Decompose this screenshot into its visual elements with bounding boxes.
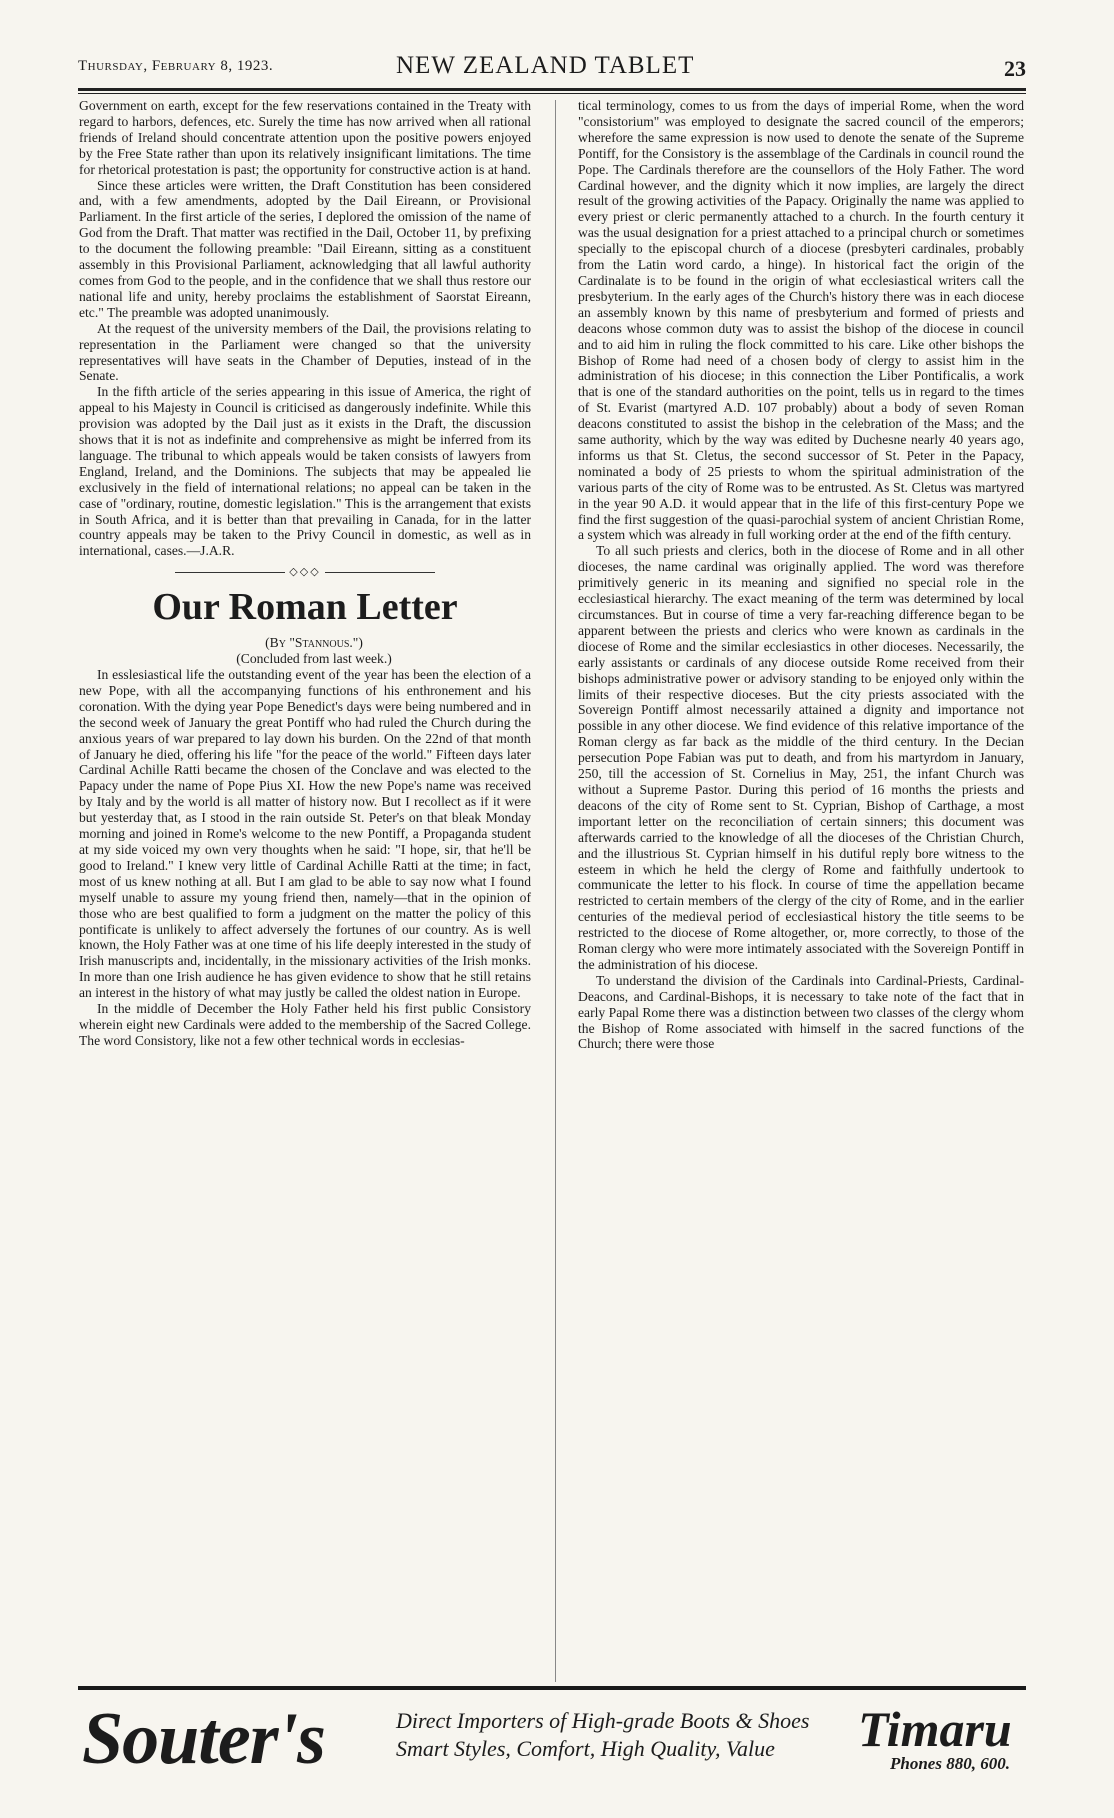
right-column bbox=[578, 98, 1024, 1052]
paragraph: In the middle of December the Holy Father held his first public Consistory wherein eight new Cardinals were added to the membership of the Sacred College. The word Consistory, like not a few other technical words in ecclesias- bbox=[79, 1001, 531, 1048]
page-number: 23 bbox=[1004, 56, 1026, 81]
paragraph: In esslesiastical life the outstanding event of the year has been the election of a new Pope, with all the accompanying functions of his enthronement and his coronation. With the dying year Pope Benedict's days were being numbered and in the second week of January the great Pontiff who had ruled the Church during the anxious years of war prepared to lay down his burden. On the 22nd of that month of January he died, offering his life "for the peace of the world." Fifteen days later Cardinal Achille Ratti became the chosen of the Conclave and was elected to the Papacy under the name of Pope Pius XI. How the new Pope's name was received by Italy and by the world is all matter of history now. But I recollect as if it were but yesterday that, as I stood in the rain outside St. Peter's on that bleak Monday morning and joined in Rome's welcome to the new Pontiff, a Propaganda student at my side voiced my own very thoughts when he said: "I hope, sir, that he'll be good to Ireland." I knew very little of Cardinal Achille Ratti at the time; in fact, most of us knew nothing at all. But I am glad to be able to say now what I found myself unable to assure my young friend then, namely—that in the opinion of those who are best qualified to form a judgment on the matter the policy of this pontificate is unlikely to affect adversely the fortunes of our country. As is well known, the Holy Father was at one time of his life deeply interested in the study of Irish manuscripts and, incidentally, in the missionary activities of the Irish monks. In more than one Irish audience he has given evidence to show that he still retains an interest in the history of what may justly be called the oldest nation in Europe. bbox=[79, 667, 531, 1001]
header-rule-thin bbox=[78, 93, 1026, 94]
page-header bbox=[78, 52, 1026, 86]
article-title: Our Roman Letter bbox=[152, 586, 458, 629]
article-note: (Concluded from last week.) bbox=[236, 651, 392, 667]
ad-tagline-2: Smart Styles, Comfort, High Quality, Value bbox=[396, 1736, 775, 1761]
advertiser-logo: Souter's bbox=[82, 1698, 325, 1780]
paragraph: tical terminology, comes to us from the days of imperial Rome, when the word "consistorium" was employed to designate the sacred council of the emperors; wherefore the same expression is now used to denote the senate of the Supreme Pontiff, for the Consistory is the assemblage of the Cardinals in council round the Pope. The Cardinals therefore are the counsellors of the Holy Father. The word Cardinal however, and the dignity which it now implies, are largely the direct result of the growing activities of the Papacy. Originally the name was applied to every priest or cleric permanently attached to a church. In the fourth century it was the usual designation for a priest attached to a principal church or sometimes specially to the episcopal church of a diocese (presbyteri cardinales, probably from the Latin word cardo, a hinge). In historical fact the origin of the Cardinalate is to be found in the origin of what ecclesiastical writers call the presbyterium. In the early ages of the Church's history there was in each diocese an assembly known by this name of presbyterium and formed of priests and deacons whose common duty was to assist the bishop of the diocese in council and to aid him in ruling the flock committed to his care. Like other bishops the Bishop of Rome had need of a chosen body of clergy to assist him in the administration of his diocese; in this connection the Liber Pontificalis, a work that is one of the standard authorities on the point, tells us in regard to the times of St. Evarist (martyred A.D. 107 probably) about a body of seven Roman deacons constituted to assist the bishop in the celebration of the Mass; and the same authority, which by the way was edited by Duchesne nearly 40 years ago, informs us that St. Cletus, the second successor of St. Peter in the Papacy, nominated a body of 25 priests to whom the spiritual administration of the various parts of the city of Rome was to be entrusted. As St. Cletus was martyred in the year 90 A.D. it would appear that in the life of this first-century Pope we find the first suggestion of the quasi-parochial system of ancient Christian Rome, a system which was already in full working order at the end of the fifth century. bbox=[578, 98, 1024, 543]
column-divider bbox=[555, 100, 556, 1682]
issue-date: Thursday, February 8, 1923. bbox=[78, 58, 274, 74]
article-byline: (By "Stannous.") bbox=[265, 635, 363, 651]
paragraph: To all such priests and clerics, both in the diocese of Rome and in all other dioceses, the name cardinal was originally applied. The word was therefore primitively generic in its meaning and signified no special role in the ecclesiastical hierarchy. The exact meaning of the term was determined by local circumstances. But in course of time a very far-reaching difference began to be apparent between the priests and clerics who were known as cardinals in the diocese of Rome and the similar ecclesiastics in other dioceses. Necessarily, the early assistants or cardinals of any diocese outside Rome received from their bishops administrative power or advisory standing to be enjoyed only within the limits of their respective dioceses. But the city priests associated with the Sovereign Pontiff almost necessarily attained a dignity and importance not possible in any other diocese. We find evidence of this relative importance of the Roman clergy as far back as the middle of the third century. In the Decian persecution Pope Fabian was put to death, and from his martyrdom in January, 250, till the accession of St. Cornelius in May, 251, the infant Church was without a Supreme Pastor. During this period of 16 months the priests and deacons of the city of Rome sent to St. Cyprian, Bishop of Carthage, a most important letter on the reconciliation of certain sinners; this document was afterwards carried to the knowledge of all the dioceses of the Christian Church, and the illustrious St. Cyprian himself in his dutiful reply bore witness to the esteem in which he held the clergy of Rome and faithfully undertook to communicate the letter to his flock. In course of time the appellation became restricted to certain members of the clergy of the city of Rome, and in the earlier centuries of the medieval period of ecclesiastical history the title seems to be restricted to the diocese of Rome altogether, or, more correctly, to those of the Roman clergy who were more intimately associated with the Sovereign Pontiff in the administration of his diocese. bbox=[578, 543, 1024, 972]
publication-title: NEW ZEALAND TABLET bbox=[396, 52, 695, 79]
ad-tagline: Direct Importers of High-grade Boots & Shoes bbox=[396, 1708, 810, 1733]
paragraph: To understand the division of the Cardinals into Cardinal-Priests, Cardinal-Deacons, and Cardinal-Bishops, it is necessary to take note of the fact that in early Papal Rome there was a distinction between two classes of the clergy whom the Bishop of Rome associated with himself in the sacred functions of the Church; there were those bbox=[578, 972, 1024, 1052]
paragraph: At the request of the university members of the Dail, the provisions relating to representation in the Parliament were changed so that the university representatives will have seats in the Chamber of Deputies, instead of in the Senate. bbox=[79, 320, 531, 384]
footer-rule bbox=[78, 1686, 1026, 1690]
left-column bbox=[79, 98, 531, 1049]
header-rule bbox=[78, 88, 1026, 91]
ad-city: Timaru bbox=[858, 1701, 1012, 1757]
paragraph: Since these articles were written, the Draft Constitution has been considered and, with a few amendments, adopted by the Dail Eireann, or Provisional Parliament. In the first article of the series, I deplored the omission of the name of God from the Draft. That matter was rectified in the Dail, October 11, by prefixing to the document the following preamble: "Dail Eireann, sitting as a constituent assembly in this Provisional Parliament, acknowledging that all lawful authority comes from God to the people, and in the confidence that we shall thus restore our national life and unity, hereby proclaims the establishment of Saorstat Eireann, etc." The preamble was adopted unanimously. bbox=[79, 177, 531, 320]
advertisement-banner bbox=[78, 1696, 1026, 1784]
section-separator: ◇◇◇ bbox=[79, 565, 531, 581]
ad-phone: Phones 880, 600. bbox=[890, 1754, 1010, 1773]
paragraph: Government on earth, except for the few reservations contained in the Treaty with regard to harbors, defences, etc. Surely the time has now arrived when all rational friends of Ireland should concentrate attention upon the positive powers enjoyed by the Free State rather than upon its relatively insignificant limitations. The time for rhetorical protestation is past; the opportunity for constructive action is at hand. bbox=[79, 98, 531, 177]
paragraph: In the fifth article of the series appearing in this issue of America, the right of appeal to his Majesty in Council is criticised as dangerously indefinite. While this provision was adopted by the Dail just as it exists in the Draft, the discussion shows that it is not as indefinite and comprehensive as might be inferred from its language. The tribunal to which appeals would be taken consists of lawyers from England, Ireland, and the Dominions. The subjects that may be appealed lie exclusively in the field of international relations; no appeal can be taken in the case of "ordinary, routine, domestic legislation." This is the arrangement that exists in South Africa, and it is better than that prevailing in Canada, for in the latter country appeals may be taken to the Privy Council in domestic, as well as in international, cases.—J.A.R. bbox=[79, 384, 531, 559]
